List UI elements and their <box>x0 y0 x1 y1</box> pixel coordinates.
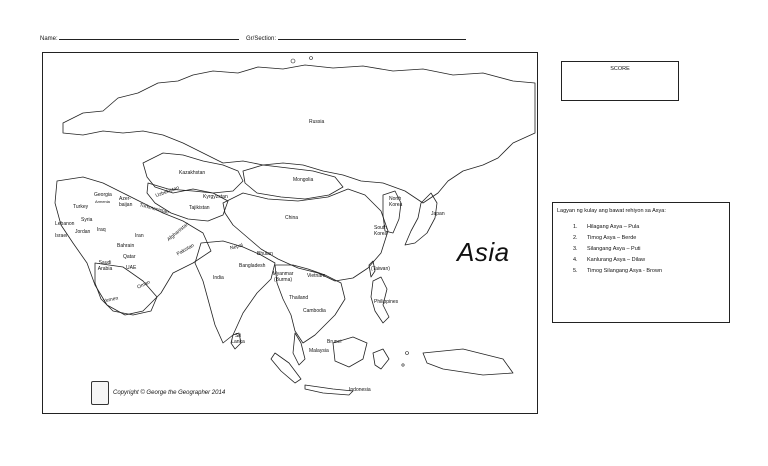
list-item: 4. Kanlurang Asya – Dilaw <box>573 257 646 263</box>
map-outline-svg <box>43 53 537 413</box>
label-china: China <box>285 215 299 221</box>
label-bahrain: Bahrain <box>117 243 135 249</box>
sumatra-outline <box>271 353 301 383</box>
map-title: Asia <box>457 237 510 267</box>
label-brunei: Brunei <box>327 339 342 345</box>
label-kazakhstan: Kazakhstan <box>179 170 206 176</box>
label-south-korea: South Korea <box>374 225 388 237</box>
name-field[interactable] <box>59 33 239 40</box>
list-item: 5. Timog Silangang Asya - Brown <box>573 268 662 274</box>
section-label: Gr/Section: <box>246 36 277 42</box>
label-lebanon: Lebanon <box>55 221 75 227</box>
label-israel: Israel <box>55 233 68 239</box>
malay-peninsula-outline <box>293 333 305 365</box>
copyright-text: Copyright © George the Geographer 2014 <box>113 390 226 396</box>
label-afghanistan: Afghanistan <box>166 221 191 243</box>
list-item: 1. Hilagang Asya – Pula <box>573 224 640 230</box>
label-uae: UAE <box>126 265 137 271</box>
label-iraq: Iraq <box>97 227 106 233</box>
label-bhutan: Bhutan <box>257 251 273 257</box>
eastern-islands-outline <box>373 349 513 375</box>
japan-outline <box>405 193 437 245</box>
label-philippines: Philippines <box>374 299 399 305</box>
score-label: SCORE <box>610 66 630 72</box>
label-georgia: Georgia <box>94 192 112 198</box>
island-mark <box>310 57 313 60</box>
label-turkey: Turkey <box>73 204 89 210</box>
label-jordan: Jordan <box>75 229 91 235</box>
label-uzbekistan: Uzbekistan <box>154 184 181 200</box>
label-bangladesh: Bangladesh <box>239 263 266 269</box>
label-india: India <box>213 275 224 281</box>
label-azerbaijan: Azer- baijan <box>119 196 133 208</box>
instructions-box <box>552 202 730 323</box>
label-yemen: Yemen <box>102 295 119 305</box>
java-outline <box>305 385 353 395</box>
label-oman: Oman <box>136 279 152 291</box>
score-box[interactable] <box>561 61 679 101</box>
label-syria: Syria <box>81 217 93 223</box>
label-iran: Iran <box>135 233 144 239</box>
label-turkmenistan: Turkmenistan <box>138 202 170 216</box>
label-taiwan: (Taiwan) <box>371 266 390 272</box>
label-indonesia: Indonesia <box>349 387 371 393</box>
label-tajikistan: Tajikistan <box>189 205 210 211</box>
label-malaysia: Malaysia <box>309 348 329 354</box>
section-field[interactable] <box>278 33 466 40</box>
island-mark <box>402 364 404 366</box>
list-item: 2. Timog Asya – Berde <box>573 235 637 241</box>
label-armenia: Armenia <box>95 199 110 204</box>
list-item: 3. Silangang Asya – Puti <box>573 246 641 252</box>
label-russia: Russia <box>309 119 325 125</box>
label-thailand: Thailand <box>289 295 309 301</box>
label-pakistan: Pakistan <box>175 242 196 258</box>
island-mark <box>291 59 295 63</box>
label-myanmar: Myanmar (Burma) <box>272 271 294 283</box>
label-vietnam: Vietnam <box>307 273 326 279</box>
name-label: Name: <box>40 36 58 42</box>
instructions-list <box>573 224 662 279</box>
island-mark <box>406 352 409 355</box>
worksheet-header <box>40 33 471 42</box>
geographer-logo <box>91 381 109 405</box>
instructions-title: Lagyan ng kulay ang bawat rehiyon sa Asya: <box>557 208 666 214</box>
asia-map <box>42 52 538 414</box>
label-mongolia: Mongolia <box>293 177 314 183</box>
label-saudi-arabia: Saudi Arabia <box>97 260 113 272</box>
label-sri-lanka: Sri Lanka <box>231 333 245 345</box>
label-nepal: Nepal <box>229 242 244 252</box>
label-cambodia: Cambodia <box>303 308 326 314</box>
label-japan: Japan <box>431 211 445 217</box>
label-north-korea: North Korea <box>389 196 403 208</box>
label-qatar: Qatar <box>123 254 136 260</box>
label-kyrgyzstan: Kyrgyzstan <box>203 194 228 200</box>
